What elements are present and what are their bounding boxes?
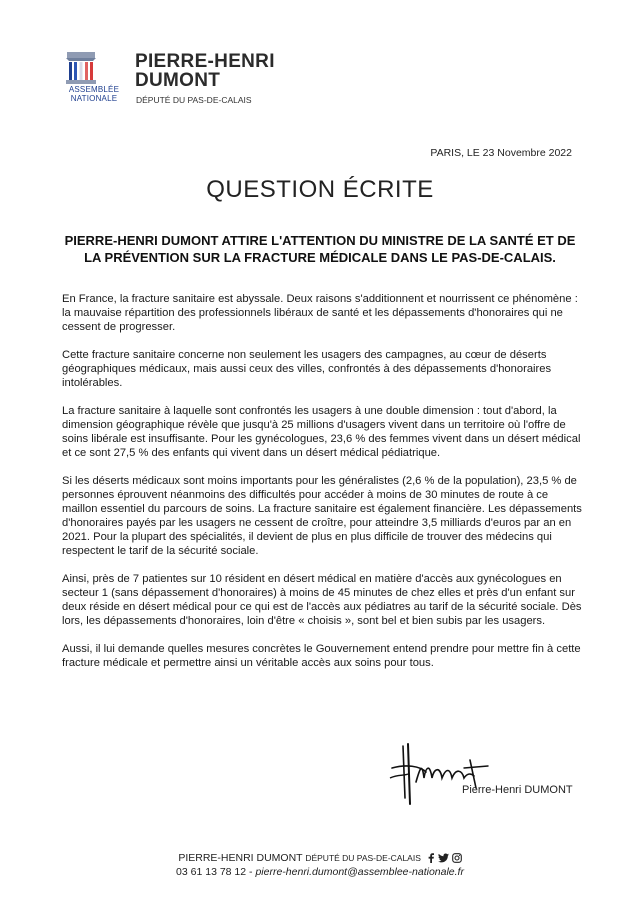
deputy-first-name: PIERRE-HENRI [135, 51, 275, 72]
twitter-icon[interactable] [438, 853, 449, 863]
document-title: QUESTION ÉCRITE [206, 176, 434, 203]
facebook-icon[interactable] [427, 853, 435, 863]
footer-role: DÉPUTÉ DU PAS-DE-CALAIS [305, 853, 421, 863]
footer-name: PIERRE-HENRI DUMONT [178, 852, 303, 864]
paragraph: Aussi, il lui demande quelles mesures concrètes le Gouvernement entend prendre pour mettre fin à cette fracture médicale et permettre ainsi un véritable accès aux soins pour tous. [62, 643, 581, 669]
footer-separator: - [246, 866, 256, 879]
footer [0, 851, 640, 879]
deputy-last-name: DUMONT [135, 70, 221, 91]
footer-phone: 03 61 13 78 12 [176, 866, 247, 879]
paragraph: Ainsi, près de 7 patientes sur 10 résident en désert médical en matière d'accès aux gynécologues en secteur 1 (sans dépassement d'honoraires) à moins de 45 minutes de chez elles et près d'un enfant sur deux réside en désert médical pour ce qui est de l'accès aux pédiatres au tarif de la sécurité sociale. Dès lors, les dépassements d'honoraires, loin d'être « choisis », sont bel et bien subis par les usagers. [62, 573, 582, 627]
question-body [62, 292, 582, 684]
instagram-icon[interactable] [452, 853, 462, 863]
footer-identity [0, 851, 640, 865]
assemblee-nationale-logo [60, 52, 128, 110]
letter-date: PARIS, LE 23 Novembre 2022 [430, 147, 572, 159]
signatory-name: Pierre-Henri DUMONT [462, 784, 573, 796]
deputy-name [135, 52, 435, 90]
social-links [427, 851, 462, 865]
paragraph: En France, la fracture sanitaire est abyssale. Deux raisons s'additionnent et nourrissent ce phénomène : la mauvaise répartition des professionnels libéraux de santé et les dépassements d'honoraires qui ne cessent de progresser. [62, 293, 578, 333]
question-subject: PIERRE-HENRI DUMONT ATTIRE L'ATTENTION DU MINISTRE DE LA SANTÉ ET DE LA PRÉVENTION SUR LA FRACTURE MÉDICALE DANS LE PAS-DE-CALAIS. [64, 233, 576, 265]
paragraph: Si les déserts médicaux sont moins importants pour les généralistes (2,6 % de la population), 23,5 % de personnes éprouvent néanmoins des difficultés pour accéder à moins de 30 minutes de route à ce maillon essentiel du parcours de soins. La fracture sanitaire est également financière. Les dépassements d'honoraires payés par les usagers ne cessent de croître, pour atteindre 3,5 milliards d'euros par an en 2021. Pour la plupart des spécialités, il devient de plus en plus difficile de trouver des médecins qui respectent le tarif de la sécurité sociale. [62, 475, 582, 557]
logo-wordmark [60, 85, 128, 103]
paragraph: La fracture sanitaire à laquelle sont confrontés les usagers à une double dimension : tout d'abord, la dimension géographique révèle que jusqu'à 25 millions d'usagers vivent dans un territoire où l'offre de soins libérale est insuffisante. Pour les gynécologues, 23,6 % des femmes vivent dans un désert médical et ce sont 27,5 % des enfants qui vivent dans un désert médical pédiatrique. [62, 405, 581, 459]
footer-email[interactable]: pierre-henri.dumont@assemblee-nationale.fr [255, 866, 464, 879]
footer-contact [0, 865, 640, 879]
handwritten-signature [386, 738, 496, 810]
paragraph: Cette fracture sanitaire concerne non seulement les usagers des campagnes, au cœur de déserts géographiques médicaux, mais aussi ceux des villes, confrontés à des dépassements d'honoraires intolérables. [62, 349, 552, 389]
deputy-subtitle: DÉPUTÉ DU PAS-DE-CALAIS [136, 95, 252, 105]
logo-line-1: ASSEMBLÉE [68, 85, 120, 94]
assemblee-emblem-icon [66, 52, 96, 84]
logo-line-2: NATIONALE [70, 94, 118, 103]
